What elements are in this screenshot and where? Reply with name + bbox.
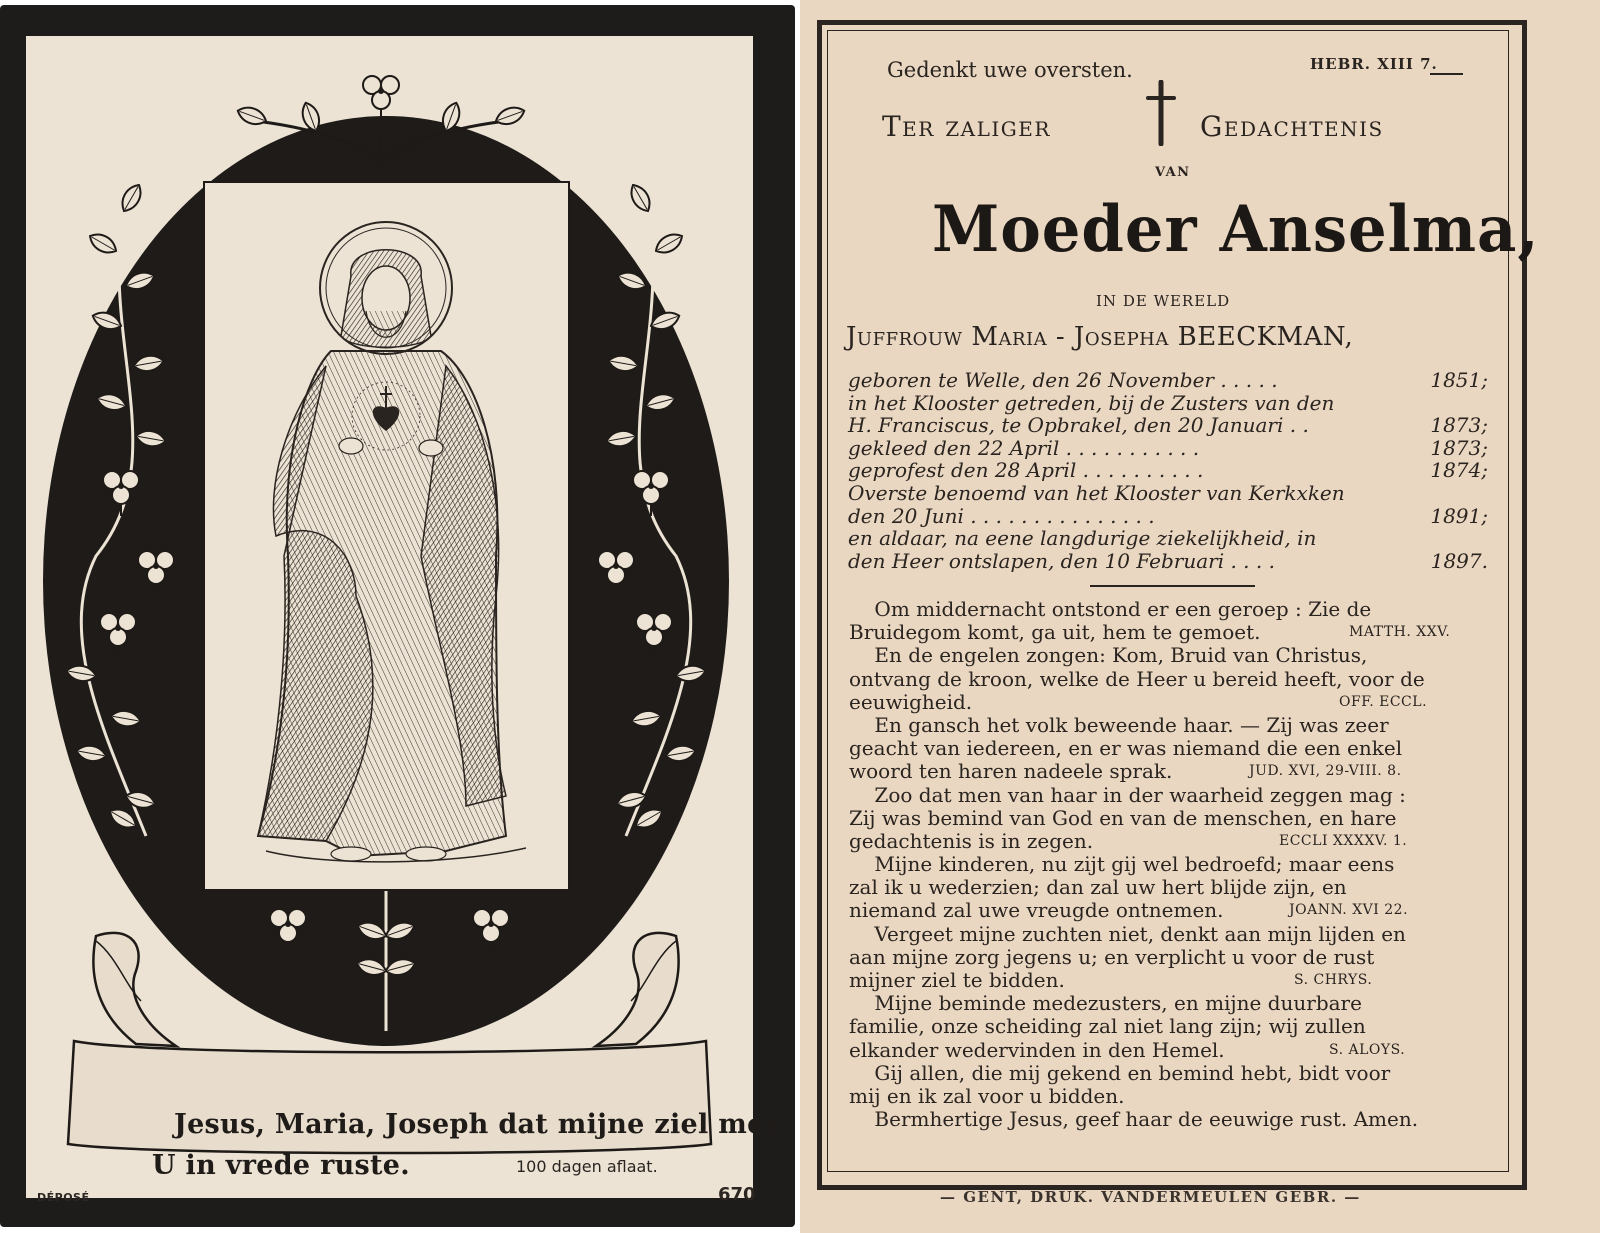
van-label: VAN: [1155, 165, 1191, 180]
text-line-content: Zij was bemind van God en van de menschen, en hare: [849, 805, 1397, 830]
scripture-reference: S. ALOYS.: [1329, 1041, 1406, 1058]
text-line-content: gedachtenis is in zegen.: [849, 828, 1094, 853]
memorial-card-front: [0, 5, 795, 1227]
life-event: Overste benoemd van het Klooster van Kerkxken: [848, 480, 1345, 505]
scripture-reference: S. CHRYS.: [1294, 972, 1373, 988]
text-line: [849, 1061, 1489, 1084]
deceased-title: Moeder Anselma,: [932, 192, 1540, 267]
depose-mark: DÉPOSÉ: [37, 1191, 90, 1204]
indulgence-note: 100 dagen aflaat.: [516, 1157, 658, 1176]
heading-left: Ter zaliger: [882, 110, 1051, 143]
text-line: [849, 875, 1489, 898]
prayer-line-2: U in vrede ruste.: [152, 1150, 410, 1181]
text-line: [849, 945, 1489, 968]
prayer-line-1: Jesus, Maria, Joseph dat mijne ziel met: [174, 1109, 778, 1140]
text-line: [849, 667, 1489, 690]
text-line-content: familie, onze scheiding zal niet lang zijn; wij zullen: [849, 1014, 1366, 1039]
text-line-content: aan mijne zorg jegens u; en verplicht u voor de rust: [849, 944, 1375, 969]
life-event: en aldaar, na eene langdurige ziekelijkheid, in: [848, 526, 1317, 551]
text-line: [849, 1014, 1489, 1037]
text-line: [849, 829, 1489, 852]
civil-name: Juffrouw Maria - Josepha BEECKMAN,: [846, 322, 1354, 352]
life-event: den 20 Juni . . . . . . . . . . . . . . . 1891;: [848, 503, 1488, 528]
text-line: [849, 643, 1489, 666]
separator-rule: [1090, 585, 1255, 587]
text-line-content: mij en ik zal voor u bidden.: [849, 1083, 1125, 1108]
scripture-reference: MATTH. XXV.: [1349, 624, 1451, 641]
life-event: gekleed den 22 April . . . . . . . . . . . 1873;: [848, 435, 1488, 460]
text-line-content: Mijne beminde medezusters, en mijne duurbare: [849, 991, 1362, 1016]
sacred-heart-engraving: [26, 36, 753, 1198]
text-line: [849, 759, 1489, 782]
text-line-content: En gansch het volk beweende haar. — Zij was zeer: [849, 712, 1389, 737]
scripture-reference: JUD. XVI, 29-VIII. 8.: [1249, 763, 1402, 780]
text-line: [849, 1107, 1489, 1130]
card-front-paper: [26, 36, 778, 1198]
motto-reference: HEBR. XIII 7.: [1310, 55, 1438, 73]
text-line: [849, 922, 1489, 945]
text-line: [849, 713, 1489, 736]
text-line-content: elkander wedervinden in den Hemel.: [849, 1037, 1225, 1062]
text-line-content: Zoo dat men van haar in der waarheid zeggen mag :: [849, 782, 1406, 807]
text-line: [849, 968, 1489, 991]
text-line-content: mijner ziel te bidden.: [849, 968, 1065, 992]
devotional-text: [849, 597, 1489, 1130]
text-line: [849, 1038, 1489, 1061]
text-line-content: Gij allen, die mij gekend en bemind hebt, bidt voor: [849, 1060, 1391, 1085]
text-line-content: ontvang de kroon, welke de Heer u bereid heeft, voor de: [849, 666, 1425, 691]
text-line-content: geacht van iedereen, en er was niemand die een enkel: [849, 736, 1403, 761]
text-line-content: Vergeet mijne zuchten niet, denkt aan mijn lijden en: [849, 921, 1406, 946]
text-line-content: zal ik u wederzien; dan zal uw hert blijde zijn, en: [849, 875, 1347, 900]
life-event: H. Franciscus, te Opbrakel, den 20 Januari . . 1873;: [848, 413, 1488, 438]
text-line-content: Mijne kinderen, nu zijt gij wel bedroefd; maar eens: [849, 852, 1395, 877]
text-line: [849, 736, 1489, 759]
text-line: [849, 991, 1489, 1014]
text-line: [849, 690, 1489, 713]
life-event: geboren te Welle, den 26 November . . . . . 1851;: [848, 368, 1488, 392]
text-line-content: Om middernacht ontstond er een geroep : Zie de: [849, 597, 1372, 621]
text-line: [849, 806, 1489, 829]
text-line-content: Bermhertige Jesus, geef haar de eeuwige rust. Amen.: [849, 1107, 1419, 1132]
printer-imprint: — GENT, DRUK. VANDERMEULEN GEBR. —: [940, 1188, 1361, 1206]
motto-underline: [1430, 73, 1463, 75]
scripture-reference: OFF. ECCL.: [1339, 693, 1428, 710]
text-line: [849, 852, 1489, 875]
text-line-content: niemand zal uwe vreugde ontnemen.: [849, 898, 1224, 923]
text-line-content: woord ten haren nadeele sprak.: [849, 759, 1173, 784]
text-line: [849, 620, 1489, 643]
life-event: geprofest den 28 April . . . . . . . . . . 1874;: [848, 458, 1488, 483]
text-line-content: eeuwigheid.: [849, 689, 973, 714]
text-line-content: En de engelen zongen: Kom, Bruid van Christus,: [849, 643, 1368, 668]
life-event: in het Klooster getreden, bij de Zusters van den: [848, 390, 1335, 415]
text-line: [849, 898, 1489, 921]
text-line: [849, 783, 1489, 806]
text-line-content: Bruidegom komt, ga uit, hem te gemoet.: [849, 620, 1261, 645]
life-event: den Heer ontslapen, den 10 Februari . . . . 1897.: [848, 548, 1488, 573]
cross-icon: [1146, 80, 1176, 146]
life-events: [848, 368, 1488, 571]
scripture-reference: JOANN. XVI 22.: [1289, 902, 1409, 919]
card-number: 670: [718, 1184, 756, 1205]
text-line: [849, 597, 1489, 620]
motto: Gedenkt uwe oversten.: [887, 58, 1133, 82]
scripture-reference: ECCLI XXXXV. 1.: [1279, 832, 1408, 849]
memorial-card-back: [800, 0, 1600, 1233]
heading-right: Gedachtenis: [1200, 110, 1384, 143]
in-de-wereld-label: IN DE WERELD: [1096, 292, 1231, 310]
text-line: [849, 1084, 1489, 1107]
